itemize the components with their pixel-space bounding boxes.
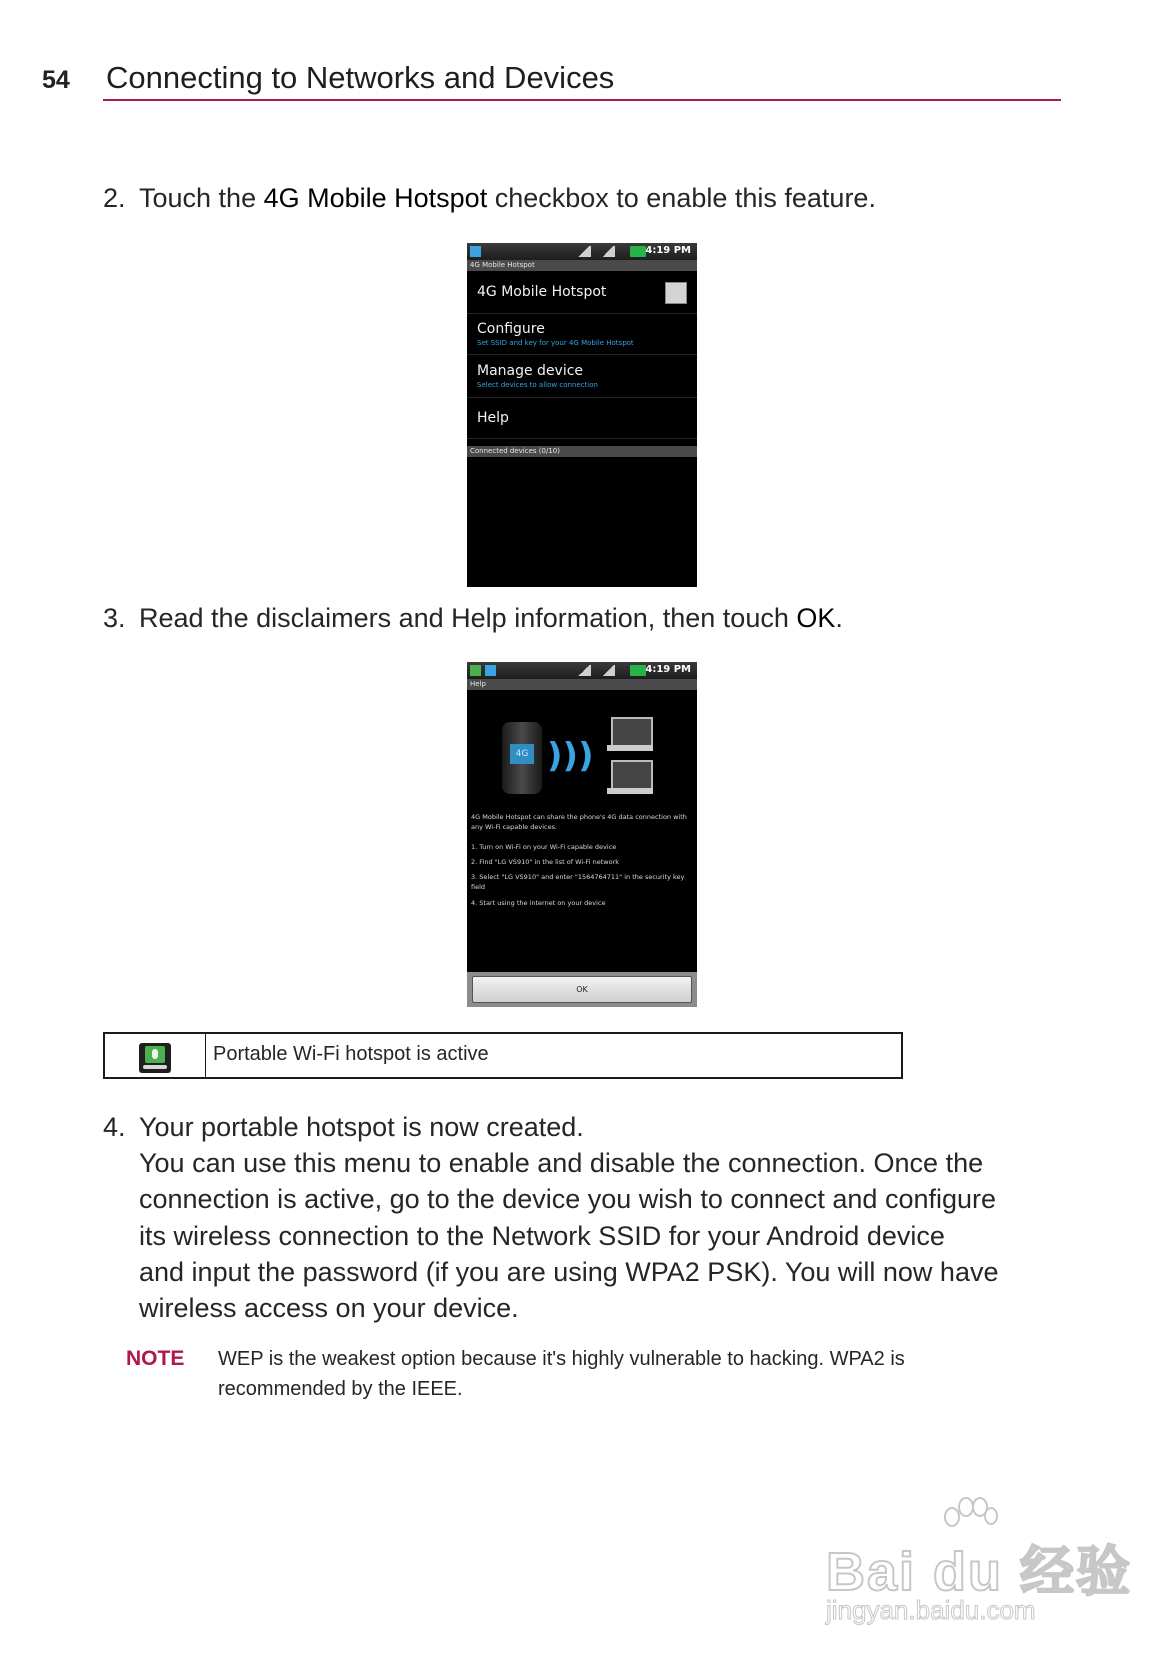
hotspot-settings-screenshot (467, 243, 697, 587)
status-icon-cell (105, 1034, 206, 1077)
menu-item-manage-device[interactable] (467, 355, 697, 398)
status-bar (467, 662, 697, 679)
menu-item-label: Manage device (477, 363, 584, 379)
help-step-1: 1. Turn on Wi-Fi on your Wi-Fi capable device (471, 843, 617, 851)
laptop-icon (607, 717, 653, 751)
clock: 4:19 PM (645, 245, 691, 256)
clock: 4:19 PM (645, 664, 691, 675)
step-number: 2. (103, 183, 126, 213)
step-text-suffix: checkbox to enable this feature. (487, 183, 876, 213)
step-number: 4. (103, 1112, 126, 1142)
step-4-line: connection is active, go to the device you wish to connect and configure (139, 1184, 997, 1214)
page-title: Connecting to Networks and Devices (106, 60, 615, 95)
step-bold-term: OK (796, 603, 836, 633)
hotspot-help-screenshot (467, 662, 697, 1007)
status-bar (467, 243, 697, 260)
signal-icon (601, 246, 615, 257)
step-4-line: wireless access on your device. (139, 1293, 519, 1323)
step-3 (103, 600, 843, 636)
button-bar (467, 972, 697, 1007)
step-4-heading: Your portable hotspot is now created. (139, 1112, 584, 1142)
menu-item-configure[interactable] (467, 314, 697, 355)
menu-item-label: 4G Mobile Hotspot (477, 284, 607, 300)
step-bold-term: 4G Mobile Hotspot (263, 183, 488, 213)
watermark-url: jingyan.baidu.com (826, 1595, 1036, 1625)
wifi-waves-icon: ))) (547, 736, 594, 776)
phone-screen-label: 4G (510, 744, 534, 764)
help-step-2: 2. Find "LG VS910" in the list of Wi-Fi network (471, 858, 620, 866)
notification-icon (470, 246, 481, 257)
menu-item-hotspot-toggle[interactable] (467, 271, 697, 314)
status-icon-table (103, 1032, 903, 1079)
wifi-hotspot-status-icon (139, 1043, 171, 1073)
header-divider (103, 99, 1061, 101)
step-text-prefix: Touch the (139, 183, 264, 213)
battery-icon (630, 665, 646, 676)
screen-title: 4G Mobile Hotspot (467, 260, 697, 271)
battery-icon (630, 246, 646, 257)
phone-illustration-icon (502, 722, 542, 794)
step-2 (103, 180, 876, 216)
signal-icon (601, 665, 615, 676)
hotspot-checkbox[interactable] (665, 282, 687, 304)
note-text: WEP is the weakest option because it's highly vulnerable to hacking. WPA2 is (218, 1348, 905, 1370)
signal-icon (577, 246, 591, 257)
note-text: recommended by the IEEE. (218, 1378, 463, 1400)
menu-item-help[interactable] (467, 398, 697, 439)
ok-button[interactable]: OK (472, 976, 692, 1003)
connected-devices-header: Connected devices (0/10) (467, 446, 697, 457)
step-4-line: and input the password (if you are using WPA2 PSK). You will now have (139, 1257, 999, 1287)
watermark-main-text: Bai du 经验 (826, 1542, 1133, 1602)
signal-icon (577, 665, 591, 676)
step-4 (103, 1109, 584, 1146)
step-4-line: its wireless connection to the Network SSID for your Android device (139, 1221, 945, 1251)
laptop-icon (607, 760, 653, 794)
menu-item-label: Configure (477, 321, 545, 337)
step-text-suffix: . (835, 603, 843, 633)
help-intro: 4G Mobile Hotspot can share the phone's 4G data connection with any Wi-Fi capable devices. (471, 813, 687, 831)
step-4-line: You can use this menu to enable and disable the connection. Once the (139, 1148, 984, 1178)
page-number: 54 (42, 66, 70, 94)
hotspot-notification-icon (470, 665, 481, 676)
step-text-prefix: Read the disclaimers and Help information, then touch (139, 603, 797, 633)
note-label: NOTE (126, 1347, 185, 1370)
menu-item-subtitle: Select devices to allow connection (477, 381, 598, 389)
baidu-watermark (820, 1495, 1133, 1625)
menu-item-subtitle: Set SSID and key for your 4G Mobile Hotspot (477, 339, 634, 347)
screen-title: Help (467, 679, 697, 690)
notification-icon (485, 665, 496, 676)
menu-item-label: Help (477, 410, 509, 426)
help-step-4: 4. Start using the internet on your device (471, 899, 606, 907)
help-step-3: 3. Select "LG VS910" and enter "1564764711" in the security key field (471, 873, 685, 891)
step-number: 3. (103, 603, 126, 633)
status-description: Portable Wi-Fi hotspot is active (213, 1043, 489, 1065)
